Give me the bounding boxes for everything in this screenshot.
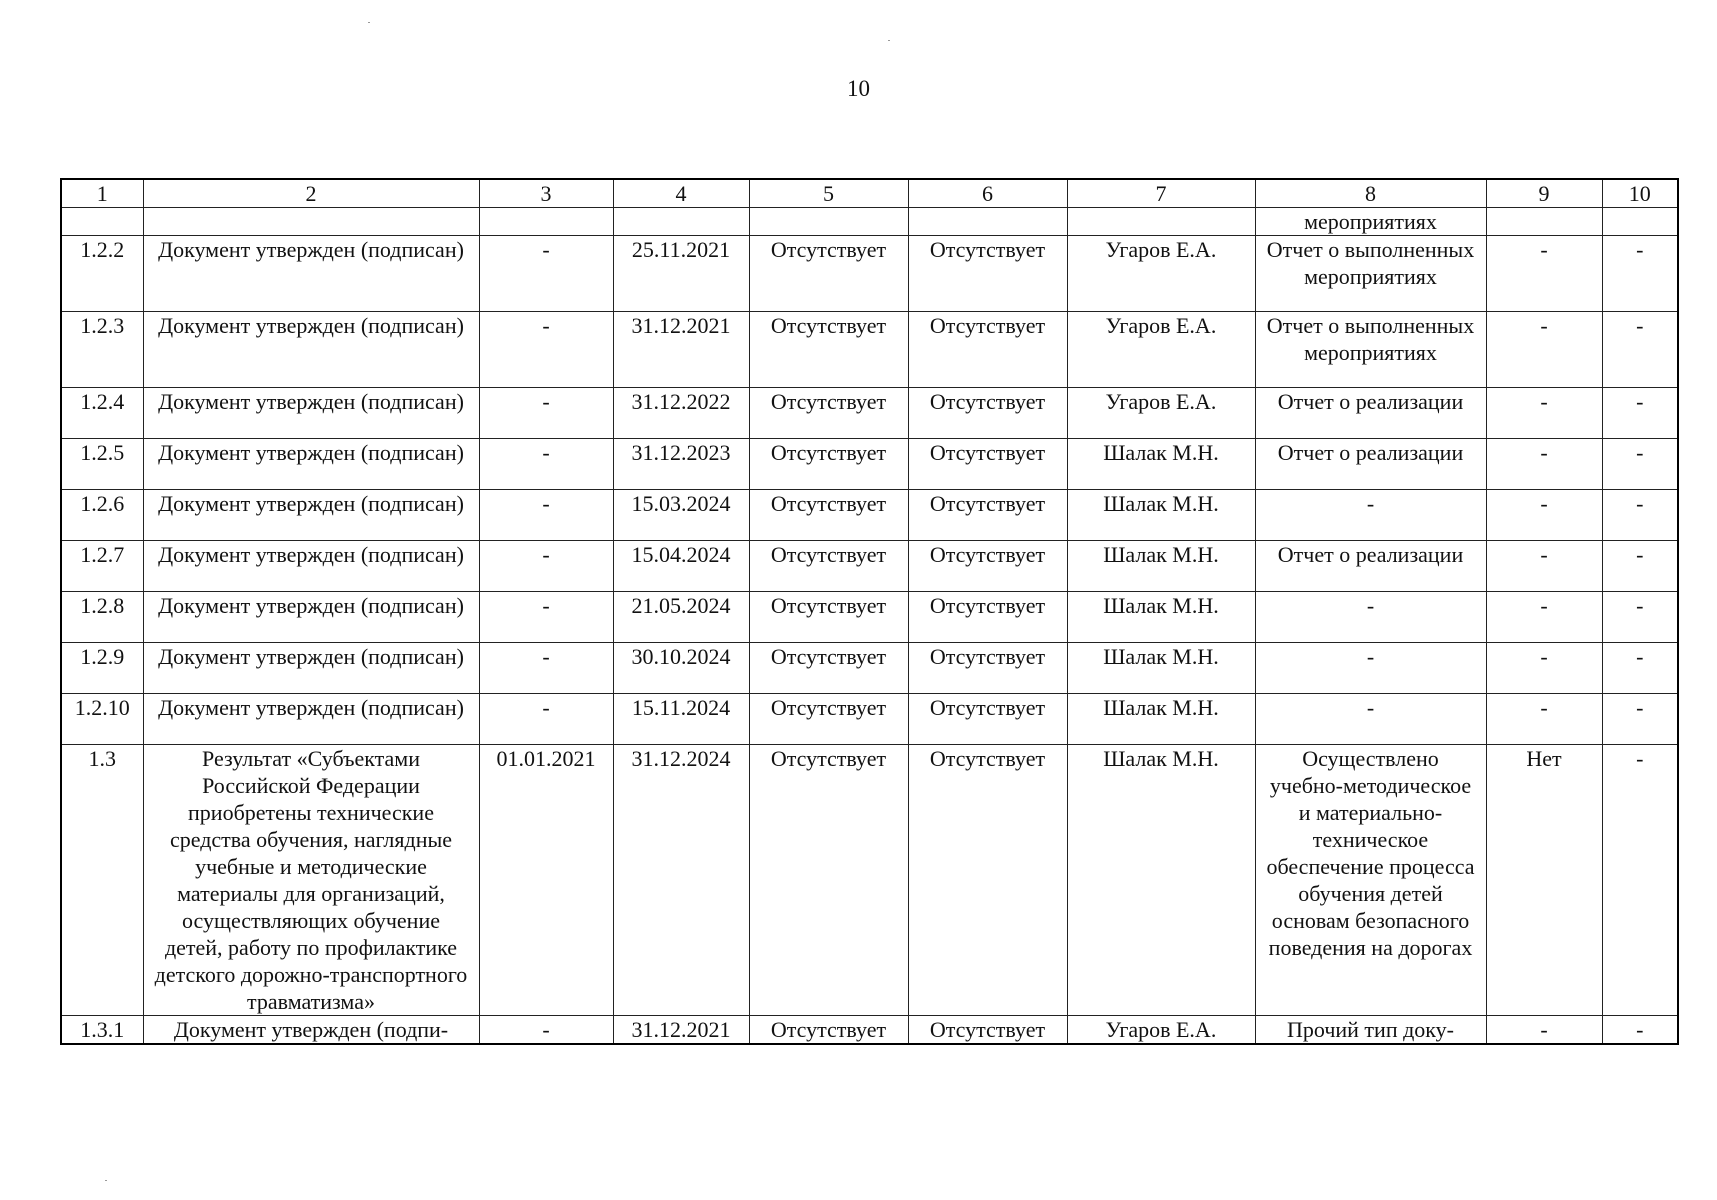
cell-start-date: 01.01.2021 [479,745,613,1016]
header-cell-col-10: 10 [1602,179,1678,208]
cell-new-value: Отсутствует [908,592,1067,643]
table-row [61,388,1678,439]
cell-new-value: Отсутствует [908,541,1067,592]
cell-col-10: - [1602,1016,1678,1045]
cell-new-value: Отсутствует [908,1016,1067,1045]
cell-description: Документ утвержден (подписан) [143,694,479,745]
cell-number: 1.2.5 [61,439,143,490]
cell-end-date: 25.11.2021 [613,236,749,312]
cell-end-date: 15.04.2024 [613,541,749,592]
cell-new-value: Отсутствует [908,643,1067,694]
cell-end-date: 15.11.2024 [613,694,749,745]
cell-col-9: - [1486,541,1602,592]
cell-description: Документ утвержден (подписан) [143,312,479,388]
cell-end-date: 21.05.2024 [613,592,749,643]
cell-number: 1.2.10 [61,694,143,745]
cell-col-9: - [1486,388,1602,439]
cell-responsible [1067,208,1255,236]
table-row [61,745,1678,1016]
cell-col-10: - [1602,643,1678,694]
table-row [61,439,1678,490]
header-cell-start-date: 3 [479,179,613,208]
cell-responsible: Шалак М.Н. [1067,490,1255,541]
cell-start-date: - [479,439,613,490]
cell-prev-value: Отсутствует [749,694,908,745]
cell-description: Документ утвержден (подписан) [143,541,479,592]
cell-number: 1.3.1 [61,1016,143,1045]
cell-document-type: мероприятиях [1255,208,1486,236]
cell-start-date: - [479,643,613,694]
cell-end-date: 30.10.2024 [613,643,749,694]
cell-responsible: Шалак М.Н. [1067,541,1255,592]
cell-description: Документ утвержден (подписан) [143,592,479,643]
cell-new-value: Отсутствует [908,236,1067,312]
table-row [61,643,1678,694]
cell-document-type: - [1255,592,1486,643]
cell-prev-value: Отсутствует [749,388,908,439]
cell-responsible: Шалак М.Н. [1067,745,1255,1016]
cell-new-value: Отсутствует [908,388,1067,439]
header-cell-number: 1 [61,179,143,208]
cell-col-10: - [1602,439,1678,490]
cell-document-type: - [1255,490,1486,541]
cell-responsible: Угаров Е.А. [1067,1016,1255,1045]
cell-end-date [613,208,749,236]
header-cell-document-type: 8 [1255,179,1486,208]
cell-document-type: Отчет о выполненных мероприятиях [1255,312,1486,388]
cell-start-date: - [479,490,613,541]
cell-start-date: - [479,541,613,592]
cell-start-date: - [479,592,613,643]
cell-prev-value [749,208,908,236]
table-row [61,541,1678,592]
cell-description: Документ утвержден (подписан) [143,643,479,694]
cell-col-9: - [1486,490,1602,541]
cell-col-10: - [1602,745,1678,1016]
cell-prev-value: Отсутствует [749,1016,908,1045]
cell-new-value: Отсутствует [908,439,1067,490]
cell-responsible: Угаров Е.А. [1067,312,1255,388]
cell-start-date: - [479,1016,613,1045]
cell-new-value: Отсутствует [908,312,1067,388]
cell-start-date [479,208,613,236]
cell-document-type: Осуществлено учебно-методическое и материально-техническое обеспечение процесса обучения детей основам безопасного поведения на дорогах [1255,745,1486,1016]
cell-prev-value: Отсутствует [749,439,908,490]
cell-new-value [908,208,1067,236]
cell-col-9: - [1486,1016,1602,1045]
cell-description: Документ утвержден (подписан) [143,490,479,541]
cell-responsible: Шалак М.Н. [1067,643,1255,694]
cell-new-value: Отсутствует [908,694,1067,745]
cell-number [61,208,143,236]
cell-col-9: - [1486,236,1602,312]
table-row [61,490,1678,541]
cell-end-date: 31.12.2022 [613,388,749,439]
header-cell-prev-value: 5 [749,179,908,208]
header-cell-end-date: 4 [613,179,749,208]
scan-speck [888,40,890,41]
header-cell-new-value: 6 [908,179,1067,208]
cell-document-type: - [1255,643,1486,694]
table-header-row [61,179,1678,208]
scan-speck [368,22,370,23]
cell-start-date: - [479,236,613,312]
cell-document-type: Отчет о реализации [1255,388,1486,439]
cell-prev-value: Отсутствует [749,592,908,643]
cell-prev-value: Отсутствует [749,745,908,1016]
cell-col-10: - [1602,490,1678,541]
cell-col-9: - [1486,439,1602,490]
header-cell-description: 2 [143,179,479,208]
cell-start-date: - [479,694,613,745]
cell-number: 1.2.8 [61,592,143,643]
cell-new-value: Отсутствует [908,490,1067,541]
cell-number: 1.2.4 [61,388,143,439]
cell-end-date: 31.12.2021 [613,312,749,388]
cell-number: 1.2.9 [61,643,143,694]
cell-col-10: - [1602,312,1678,388]
cell-responsible: Шалак М.Н. [1067,439,1255,490]
page-number: 10 [847,76,870,101]
cell-number: 1.2.6 [61,490,143,541]
cell-end-date: 31.12.2021 [613,1016,749,1045]
cell-number: 1.3 [61,745,143,1016]
cell-start-date: - [479,388,613,439]
table-row [61,592,1678,643]
table-row [61,1016,1678,1045]
cell-document-type: Отчет о реализации [1255,541,1486,592]
cell-col-10: - [1602,592,1678,643]
cell-document-type: Отчет о реализации [1255,439,1486,490]
cell-col-9: Нет [1486,745,1602,1016]
cell-col-10: - [1602,236,1678,312]
cell-responsible: Шалак М.Н. [1067,592,1255,643]
cell-description: Документ утвержден (подписан) [143,388,479,439]
cell-col-9: - [1486,643,1602,694]
cell-responsible: Шалак М.Н. [1067,694,1255,745]
cell-start-date: - [479,312,613,388]
cell-document-type: - [1255,694,1486,745]
cell-document-type: Отчет о выполненных мероприятиях [1255,236,1486,312]
table-row [61,694,1678,745]
cell-prev-value: Отсутствует [749,236,908,312]
table-row [61,236,1678,312]
header-cell-responsible: 7 [1067,179,1255,208]
cell-responsible: Угаров Е.А. [1067,236,1255,312]
table-body [61,179,1678,1044]
cell-number: 1.2.7 [61,541,143,592]
cell-col-10: - [1602,388,1678,439]
cell-number: 1.2.2 [61,236,143,312]
cell-description [143,208,479,236]
cell-prev-value: Отсутствует [749,490,908,541]
cell-col-10 [1602,208,1678,236]
cell-new-value: Отсутствует [908,745,1067,1016]
cell-end-date: 31.12.2023 [613,439,749,490]
scan-speck [105,1180,107,1181]
cell-prev-value: Отсутствует [749,312,908,388]
header-cell-col-9: 9 [1486,179,1602,208]
cell-col-9: - [1486,592,1602,643]
cell-end-date: 31.12.2024 [613,745,749,1016]
cell-col-9 [1486,208,1602,236]
table-row [61,312,1678,388]
cell-end-date: 15.03.2024 [613,490,749,541]
cell-description: Результат «Субъектами Российской Федерации приобретены технические средства обучения, наглядные учебные и методические материалы для организаций, осуществляющих обучение детей, работу по профилактике детского дорожно-транспортного травматизма» [143,745,479,1016]
cell-prev-value: Отсутствует [749,541,908,592]
cell-responsible: Угаров Е.А. [1067,388,1255,439]
cell-col-10: - [1602,694,1678,745]
table-row [61,208,1678,236]
activities-table [60,178,1679,1045]
cell-col-9: - [1486,312,1602,388]
cell-description: Документ утвержден (подписан) [143,439,479,490]
cell-prev-value: Отсутствует [749,643,908,694]
cell-document-type: Прочий тип доку- [1255,1016,1486,1045]
cell-description: Документ утвержден (подпи- [143,1016,479,1045]
cell-col-9: - [1486,694,1602,745]
cell-number: 1.2.3 [61,312,143,388]
cell-description: Документ утвержден (подписан) [143,236,479,312]
cell-col-10: - [1602,541,1678,592]
